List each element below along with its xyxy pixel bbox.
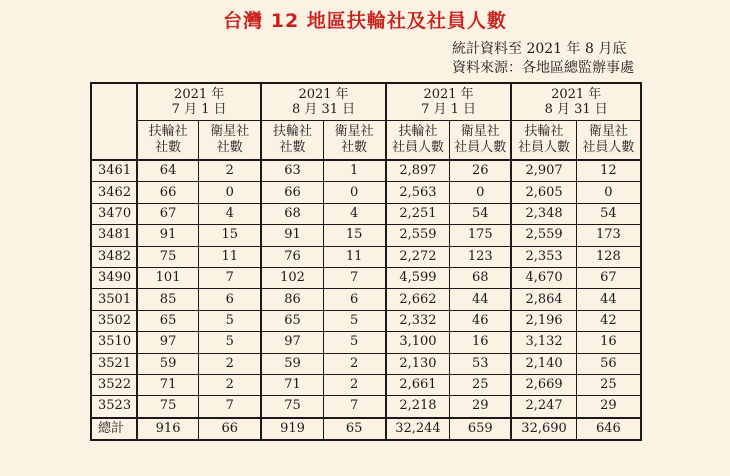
value-cell: 2,559	[386, 225, 450, 246]
value-cell: 2,247	[511, 396, 576, 418]
value-cell: 1	[323, 160, 386, 182]
value-cell: 2	[199, 160, 262, 182]
table-row	[91, 203, 641, 224]
value-cell: 2,605	[511, 182, 576, 203]
district-cell: 3502	[91, 310, 137, 331]
value-cell: 68	[450, 267, 512, 288]
value-cell: 75	[137, 396, 199, 418]
district-cell: 3462	[91, 182, 137, 203]
value-cell: 916	[137, 418, 199, 440]
header-sub-row	[91, 121, 641, 161]
value-cell: 2,661	[386, 374, 450, 395]
header-sub-2: 扶輪社 社數	[261, 121, 323, 161]
group-year: 2021 年	[551, 87, 602, 102]
value-cell: 71	[137, 374, 199, 395]
value-cell: 123	[450, 246, 512, 267]
value-cell: 63	[261, 160, 323, 182]
value-cell: 12	[576, 160, 641, 182]
value-cell: 86	[261, 289, 323, 310]
value-cell: 2,130	[386, 353, 450, 374]
value-cell: 2	[323, 374, 386, 395]
value-cell: 0	[576, 182, 641, 203]
table-body	[91, 160, 641, 440]
total-row	[91, 418, 641, 440]
value-cell: 54	[450, 203, 512, 224]
value-cell: 2,353	[511, 246, 576, 267]
value-cell: 2,348	[511, 203, 576, 224]
value-cell: 2,332	[386, 310, 450, 331]
value-cell: 29	[450, 396, 512, 418]
header-sub-1: 衛星社 社數	[199, 121, 262, 161]
value-cell: 65	[323, 418, 386, 440]
value-cell: 15	[199, 225, 262, 246]
header-sub-7: 衛星社 社員人數	[576, 121, 641, 161]
table-meta	[452, 40, 634, 78]
group-date: 8 月 31 日	[291, 102, 356, 117]
table-row	[91, 182, 641, 203]
value-cell: 101	[137, 267, 199, 288]
value-cell: 75	[137, 246, 199, 267]
value-cell: 5	[323, 310, 386, 331]
district-cell: 3490	[91, 267, 137, 288]
header-sub-0: 扶輪社 社數	[137, 121, 199, 161]
header-group-2	[386, 83, 512, 121]
value-cell: 59	[261, 353, 323, 374]
value-cell: 65	[137, 310, 199, 331]
value-cell: 5	[323, 332, 386, 353]
value-cell: 67	[137, 203, 199, 224]
value-cell: 2	[199, 374, 262, 395]
page-title: 台灣 12 地區扶輪社及社員人數	[223, 10, 507, 32]
value-cell: 91	[137, 225, 199, 246]
table-row	[91, 160, 641, 182]
value-cell: 29	[576, 396, 641, 418]
stats-date-note: 統計資料至 2021 年 8 月底	[452, 41, 627, 57]
table-row	[91, 310, 641, 331]
value-cell: 53	[450, 353, 512, 374]
value-cell: 16	[576, 332, 641, 353]
district-cell: 3501	[91, 289, 137, 310]
value-cell: 25	[576, 374, 641, 395]
value-cell: 4	[199, 203, 262, 224]
table-row	[91, 246, 641, 267]
value-cell: 2,907	[511, 160, 576, 182]
value-cell: 68	[261, 203, 323, 224]
value-cell: 0	[199, 182, 262, 203]
value-cell: 32,690	[511, 418, 576, 440]
value-cell: 65	[261, 310, 323, 331]
value-cell: 3,100	[386, 332, 450, 353]
district-cell: 3523	[91, 396, 137, 418]
district-cell: 3470	[91, 203, 137, 224]
header-group-row	[91, 83, 641, 121]
table-row	[91, 374, 641, 395]
district-cell: 3482	[91, 246, 137, 267]
district-cell: 3510	[91, 332, 137, 353]
source-note: 資料來源：各地區總監辦事處	[452, 60, 634, 76]
header-sub-3: 衛星社 社數	[323, 121, 386, 161]
value-cell: 173	[576, 225, 641, 246]
header-group-3	[511, 83, 641, 121]
value-cell: 646	[576, 418, 641, 440]
value-cell: 46	[450, 310, 512, 331]
value-cell: 97	[261, 332, 323, 353]
value-cell: 42	[576, 310, 641, 331]
district-cell: 總計	[91, 418, 137, 440]
district-cell: 3521	[91, 353, 137, 374]
group-year: 2021 年	[423, 87, 474, 102]
value-cell: 71	[261, 374, 323, 395]
header-sub-5: 衛星社 社員人數	[450, 121, 512, 161]
header-group-0	[137, 83, 261, 121]
value-cell: 15	[323, 225, 386, 246]
value-cell: 76	[261, 246, 323, 267]
value-cell: 2,864	[511, 289, 576, 310]
value-cell: 2,559	[511, 225, 576, 246]
district-cell: 3522	[91, 374, 137, 395]
value-cell: 2,140	[511, 353, 576, 374]
value-cell: 659	[450, 418, 512, 440]
value-cell: 25	[450, 374, 512, 395]
value-cell: 85	[137, 289, 199, 310]
value-cell: 97	[137, 332, 199, 353]
value-cell: 11	[323, 246, 386, 267]
table-row	[91, 289, 641, 310]
header-sub-6: 扶輪社 社員人數	[511, 121, 576, 161]
value-cell: 5	[199, 332, 262, 353]
group-date: 7 月 1 日	[421, 102, 477, 117]
value-cell: 2,251	[386, 203, 450, 224]
value-cell: 7	[323, 267, 386, 288]
value-cell: 2,272	[386, 246, 450, 267]
value-cell: 4	[323, 203, 386, 224]
value-cell: 91	[261, 225, 323, 246]
value-cell: 0	[450, 182, 512, 203]
table-row	[91, 225, 641, 246]
group-date: 8 月 31 日	[544, 102, 608, 117]
value-cell: 64	[137, 160, 199, 182]
value-cell: 66	[137, 182, 199, 203]
value-cell: 32,244	[386, 418, 450, 440]
value-cell: 7	[323, 396, 386, 418]
value-cell: 2,897	[386, 160, 450, 182]
group-year: 2021 年	[174, 87, 225, 102]
value-cell: 2	[199, 353, 262, 374]
value-cell: 6	[323, 289, 386, 310]
table-row	[91, 396, 641, 418]
rotary-stats-table	[90, 82, 642, 441]
value-cell: 4,599	[386, 267, 450, 288]
value-cell: 2,218	[386, 396, 450, 418]
group-date: 7 月 1 日	[171, 102, 227, 117]
value-cell: 102	[261, 267, 323, 288]
value-cell: 2	[323, 353, 386, 374]
value-cell: 59	[137, 353, 199, 374]
value-cell: 2,669	[511, 374, 576, 395]
value-cell: 54	[576, 203, 641, 224]
table-row	[91, 332, 641, 353]
value-cell: 7	[199, 267, 262, 288]
value-cell: 919	[261, 418, 323, 440]
value-cell: 3,132	[511, 332, 576, 353]
value-cell: 7	[199, 396, 262, 418]
value-cell: 4,670	[511, 267, 576, 288]
value-cell: 56	[576, 353, 641, 374]
value-cell: 11	[199, 246, 262, 267]
value-cell: 44	[450, 289, 512, 310]
district-cell: 3481	[91, 225, 137, 246]
header-corner	[91, 83, 137, 160]
value-cell: 2,662	[386, 289, 450, 310]
table-row	[91, 267, 641, 288]
value-cell: 66	[199, 418, 262, 440]
table-row	[91, 353, 641, 374]
header-group-1	[261, 83, 385, 121]
value-cell: 0	[323, 182, 386, 203]
group-year: 2021 年	[298, 87, 349, 102]
value-cell: 128	[576, 246, 641, 267]
value-cell: 66	[261, 182, 323, 203]
value-cell: 2,563	[386, 182, 450, 203]
header-sub-4: 扶輪社 社員人數	[386, 121, 450, 161]
value-cell: 75	[261, 396, 323, 418]
value-cell: 5	[199, 310, 262, 331]
value-cell: 26	[450, 160, 512, 182]
district-cell: 3461	[91, 160, 137, 182]
value-cell: 175	[450, 225, 512, 246]
value-cell: 67	[576, 267, 641, 288]
value-cell: 6	[199, 289, 262, 310]
value-cell: 16	[450, 332, 512, 353]
value-cell: 2,196	[511, 310, 576, 331]
value-cell: 44	[576, 289, 641, 310]
